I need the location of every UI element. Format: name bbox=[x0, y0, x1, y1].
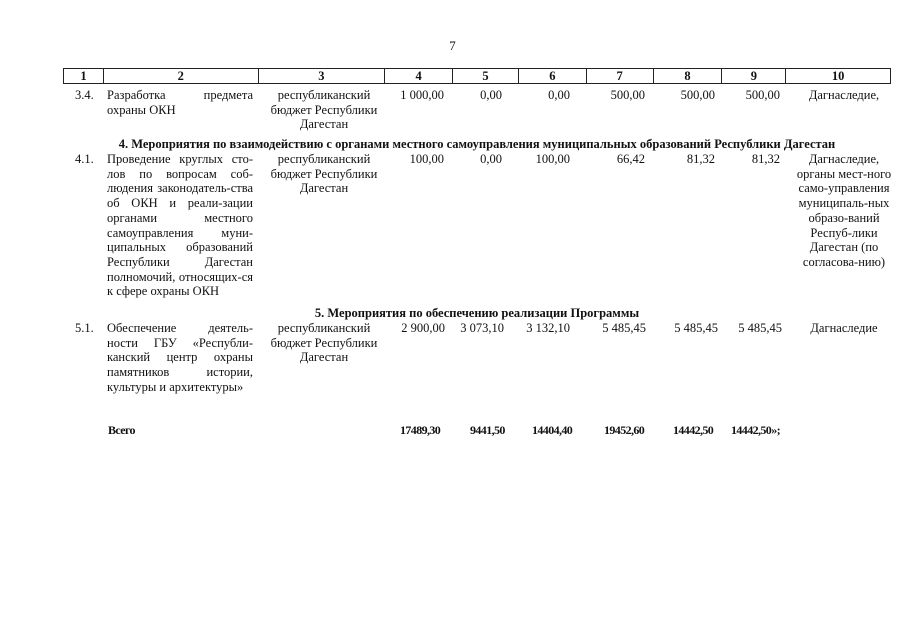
executor: Дагнаследие, bbox=[808, 88, 880, 102]
row-number: 4.1. bbox=[75, 152, 94, 166]
header-col-9: 9 bbox=[722, 69, 786, 83]
header-col-4: 4 bbox=[385, 69, 453, 83]
funding-source: республиканский бюджет Республики Дагестан bbox=[270, 321, 378, 365]
table-header bbox=[63, 68, 891, 84]
row-number: 3.4. bbox=[75, 88, 94, 102]
page-number: 7 bbox=[449, 38, 456, 53]
value-col-6: 100,00 bbox=[535, 152, 570, 166]
value-col-6: 0,00 bbox=[548, 88, 570, 102]
header-col-1: 1 bbox=[64, 69, 104, 83]
value-col-6: 3 132,10 bbox=[526, 321, 570, 335]
value-col-5: 0,00 bbox=[480, 152, 502, 166]
value-col-8: 5 485,45 bbox=[674, 321, 718, 335]
header-col-10: 10 bbox=[831, 69, 845, 83]
value-col-4: 1 000,00 bbox=[400, 88, 444, 102]
activity-name: Обеспечение деятель-ности ГБУ «Республи-канский центр охраны памятников истории, культуры и архитектуры» bbox=[107, 321, 253, 394]
value-col-9: 5 485,45 bbox=[738, 321, 782, 335]
header-col-6: 6 bbox=[519, 69, 587, 83]
value-col-7: 500,00 bbox=[610, 88, 645, 102]
header-col-8: 8 bbox=[654, 69, 723, 83]
value-col-4: 100,00 bbox=[409, 152, 444, 166]
total-col-8: 14442,50 bbox=[673, 423, 714, 437]
header-col-3: 3 bbox=[259, 69, 386, 83]
section-heading-5: 5. Мероприятия по обеспечению реализации Программы bbox=[314, 306, 640, 320]
activity-name: Проведение круглых сто-лов по вопросам соб-людения законодатель-ства об ОКН и реали-зации органами местного самоуправления муни-ципальных образований Республики Дагестан полномочий, относящих-ся к сфере охраны ОКН bbox=[107, 152, 253, 299]
total-label: Всего bbox=[108, 423, 135, 437]
funding-source: республиканский бюджет Республики Дагестан bbox=[270, 152, 378, 196]
header-col-5: 5 bbox=[453, 69, 519, 83]
value-col-8: 81,32 bbox=[686, 152, 715, 166]
value-col-4: 2 900,00 bbox=[401, 321, 445, 335]
executor: Дагнаследие bbox=[810, 321, 878, 335]
value-col-5: 3 073,10 bbox=[460, 321, 504, 335]
total-col-5: 9441,50 bbox=[470, 423, 505, 437]
executor: Дагнаследие, органы мест-ного само-управления муниципаль-ных образо-ваний Респуб-лики Дагестан (по согласова-нию) bbox=[796, 152, 892, 269]
value-col-7: 5 485,45 bbox=[602, 321, 646, 335]
value-col-9: 81,32 bbox=[751, 152, 780, 166]
total-col-9: 14442,50»; bbox=[731, 423, 780, 437]
funding-source: республиканский бюджет Республики Дагестан bbox=[270, 88, 378, 132]
value-col-7: 66,42 bbox=[616, 152, 645, 166]
header-col-7: 7 bbox=[587, 69, 654, 83]
activity-name: Разработка предмета охраны ОКН bbox=[107, 88, 253, 117]
header-col-2: 2 bbox=[104, 69, 259, 83]
row-number: 5.1. bbox=[75, 321, 94, 335]
value-col-5: 0,00 bbox=[480, 88, 502, 102]
value-col-9: 500,00 bbox=[745, 88, 780, 102]
total-col-6: 14404,40 bbox=[532, 423, 573, 437]
section-heading-4: 4. Мероприятия по взаимодействию с органами местного самоуправления муниципальных образований Республики Дагестан bbox=[118, 137, 836, 151]
value-col-8: 500,00 bbox=[680, 88, 715, 102]
total-col-7: 19452,60 bbox=[604, 423, 645, 437]
total-col-4: 17489,30 bbox=[400, 423, 441, 437]
